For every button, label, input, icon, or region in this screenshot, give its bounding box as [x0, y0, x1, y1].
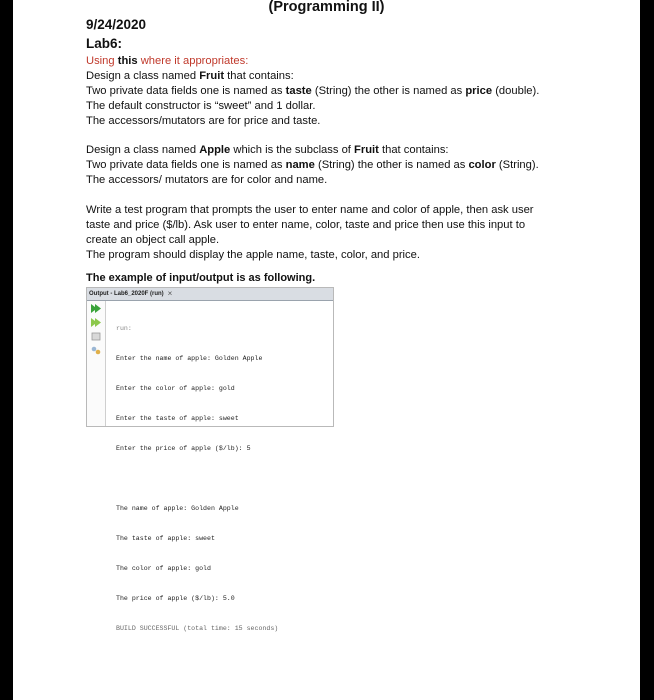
test-line-3: create an object call apple. — [86, 234, 220, 246]
console-line: The price of apple ($/lb): 5.0 — [116, 595, 235, 602]
close-icon: × — [167, 289, 173, 298]
output-panel-screenshot — [86, 287, 334, 632]
output-tab-label: Output - Lab6_2020F (run) — [89, 291, 164, 297]
lab-title: Lab6: — [86, 36, 123, 51]
rerun-with-options-icon — [91, 318, 101, 327]
fruit-line-4: The accessors/mutators are for price and taste. — [86, 115, 321, 127]
test-line-2: taste and price ($/lb). Ask user to enter name, color, taste and price then use this input to — [86, 219, 526, 231]
stop-icon — [91, 332, 101, 341]
fruit-line-1: Design a class named Fruit that contains: — [86, 70, 294, 82]
output-tab — [87, 288, 333, 301]
fruit-line-2: Two private data fields one is named as taste (String) the other is named as price (double). — [86, 85, 540, 97]
assignment-date: 9/24/2020 — [86, 17, 147, 32]
document-page — [13, 0, 640, 700]
assignment-content — [86, 16, 586, 632]
console-line — [116, 474, 278, 484]
console-line: run: — [116, 325, 132, 332]
fruit-line-3: The default constructor is “sweet” and 1 dollar. — [86, 100, 316, 112]
console-line: Enter the color of apple: gold — [116, 385, 235, 392]
console-line: BUILD SUCCESSFUL (total time: 15 seconds) — [116, 625, 279, 632]
course-title: (Programming II) — [268, 0, 385, 15]
rerun-icon — [91, 304, 101, 313]
intro-line: Using this where it appropriates: — [86, 55, 249, 67]
console-line: The taste of apple: sweet — [116, 535, 215, 542]
apple-line-1: Design a class named Apple which is the subclass of Fruit that contains: — [86, 144, 449, 156]
console-line: The color of apple: gold — [116, 565, 211, 572]
console-output — [116, 304, 278, 654]
apple-line-3: The accessors/ mutators are for color and name. — [86, 174, 328, 186]
console-line: Enter the name of apple: Golden Apple — [116, 355, 263, 362]
console-line: The name of apple: Golden Apple — [116, 505, 239, 512]
output-gutter — [87, 301, 106, 426]
test-line-1: Write a test program that prompts the user to enter name and color of apple, then ask user — [86, 204, 534, 216]
test-line-4: The program should display the apple name, taste, color, and price. — [86, 249, 420, 261]
example-heading: The example of input/output is as following. — [86, 272, 316, 284]
apple-line-2: Two private data fields one is named as name (String) the other is named as color (String). — [86, 159, 539, 171]
settings-icon — [91, 346, 101, 355]
console-line: Enter the price of apple ($/lb): 5 — [116, 445, 251, 452]
console-line: Enter the taste of apple: sweet — [116, 415, 239, 422]
